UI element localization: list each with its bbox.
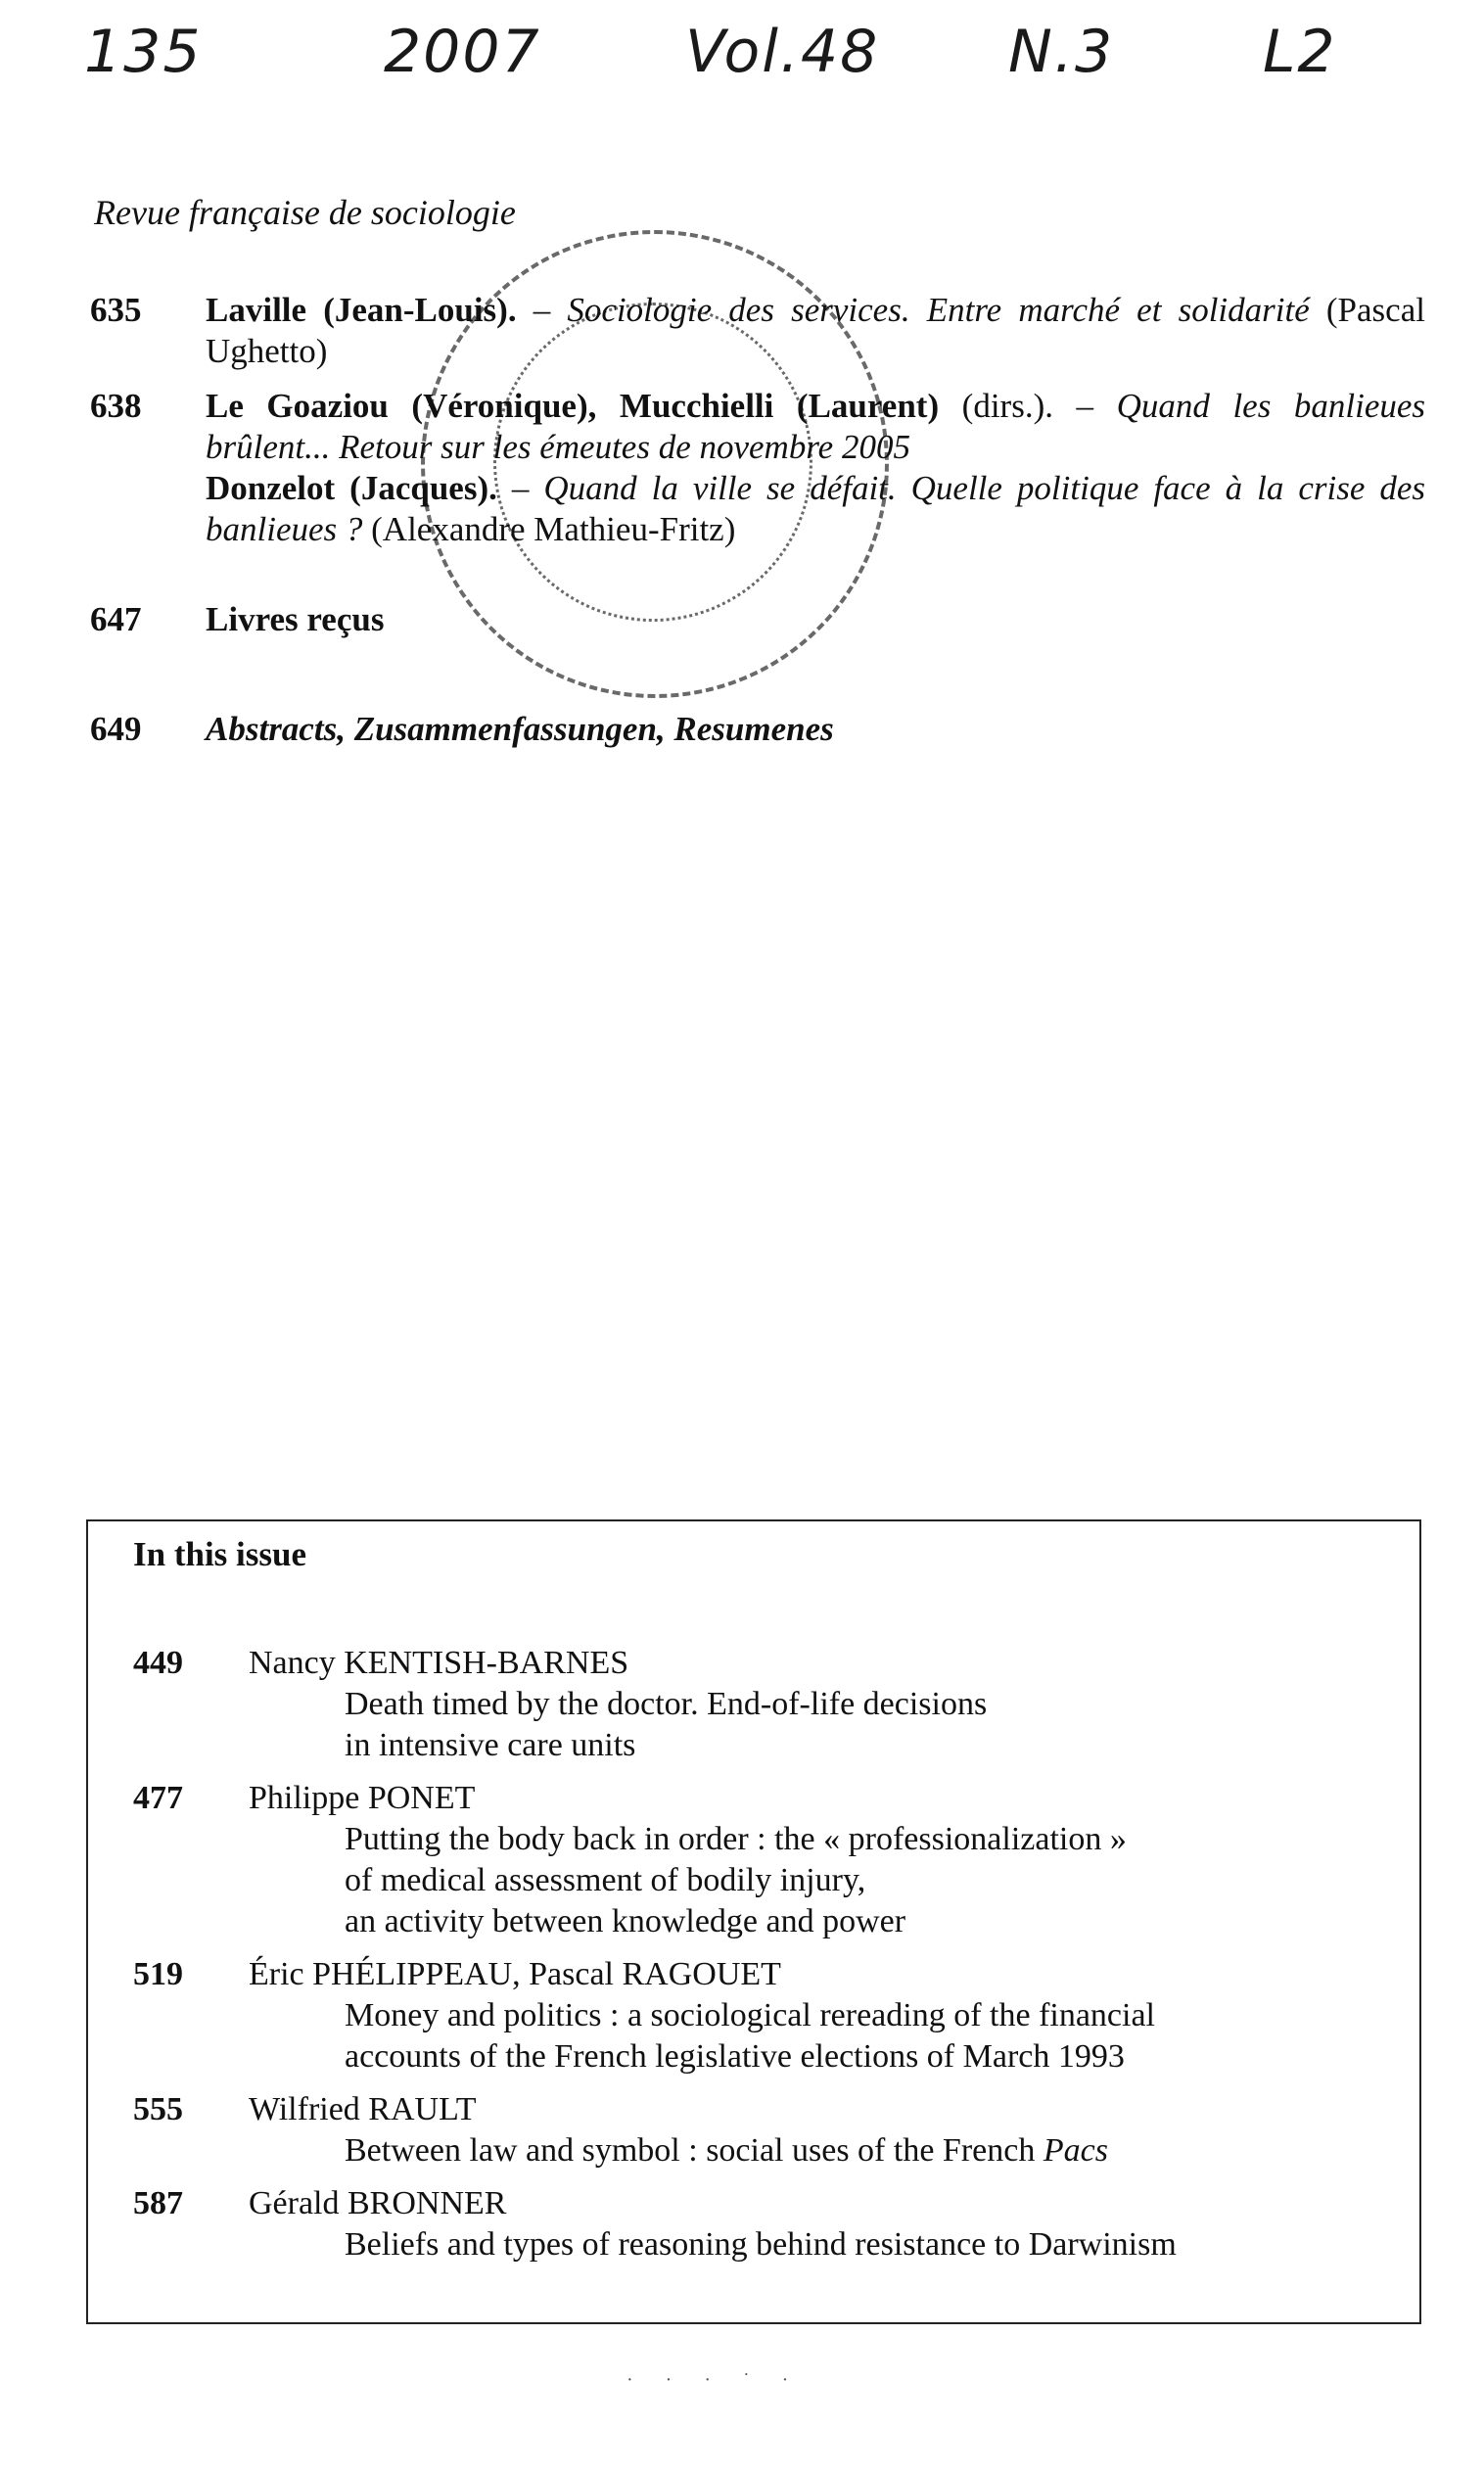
handwritten-issue: N.3 [1008, 18, 1115, 86]
scan-specks: · · · ˙ · [626, 2369, 803, 2391]
toc-entry-text [206, 468, 1425, 550]
issue-item [133, 2089, 1108, 2171]
handwritten-year: 2007 [384, 18, 541, 86]
issue-title-line: Death timed by the doctor. End-of-life decisions [345, 1686, 988, 1722]
toc-book-title: Sociologie des services. Entre marché et solidarité [567, 291, 1310, 329]
toc-reviewer: (Alexandre Mathieu-Fritz) [362, 510, 736, 548]
issue-author: Gérald BRONNER [249, 2185, 507, 2221]
toc-book-title: Quand les banlieues brûlent... Retour sur les émeutes de novembre 2005 [206, 387, 1426, 466]
issue-page-number: 477 [133, 1780, 183, 1816]
issue-author: Nancy KENTISH-BARNES [249, 1645, 629, 1681]
toc-author: Donzelot (Jacques). [206, 469, 497, 507]
issue-item [133, 1778, 1127, 1942]
toc-book-title: Quand la ville se défait. Quelle politique face à la crise des banlieues ? [206, 469, 1425, 548]
issue-author: Éric PHÉLIPPEAU, Pascal RAGOUET [249, 1956, 781, 1992]
in-this-issue-box [86, 1519, 1421, 2324]
issue-title-line: an activity between knowledge and power [345, 1903, 906, 1939]
toc-entry-text [206, 709, 1425, 750]
issue-page-number: 587 [133, 2185, 183, 2221]
issue-page-number: 519 [133, 1956, 183, 1992]
issue-title-line: of medical assessment of bodily injury, [345, 1862, 866, 1898]
issue-title-line: Between law and symbol : social uses of the French Pacs [345, 2132, 1108, 2169]
handwritten-number: 135 [84, 18, 203, 86]
issue-author: Philippe PONET [249, 1780, 476, 1816]
issue-title-line: accounts of the French legislative elections of March 1993 [345, 2038, 1125, 2075]
issue-item [133, 1954, 1155, 2078]
toc-entry-text [206, 599, 1425, 640]
handwritten-shelf: L2 [1263, 18, 1337, 86]
toc-dash: – [516, 291, 568, 329]
toc-entry [90, 386, 1425, 550]
issue-item [133, 1643, 987, 1766]
in-this-issue-heading: In this issue [133, 1535, 307, 1573]
issue-title-line: in intensive care units [345, 1727, 636, 1763]
issue-item [133, 2183, 1177, 2265]
toc-entry [90, 709, 1425, 750]
handwritten-volume: Vol.48 [685, 18, 880, 86]
toc-page-number: 635 [90, 291, 142, 329]
toc-section-title: Abstracts, Zusammenfassungen, Resumenes [206, 710, 834, 748]
issue-page-number: 555 [133, 2091, 183, 2127]
toc-entry-text [206, 386, 1425, 468]
toc-entry [90, 290, 1425, 372]
toc-entry [90, 599, 1425, 640]
toc-editors: (dirs.). – [939, 387, 1117, 425]
issue-title-line: Putting the body back in order : the « professionalization » [345, 1821, 1127, 1857]
toc-author: Le Goaziou (Véronique), Mucchielli (Laurent) [206, 387, 940, 425]
toc-page-number: 647 [90, 600, 142, 638]
toc-page-number: 638 [90, 387, 142, 425]
toc-entry-text [206, 290, 1425, 372]
toc-section-title: Livres reçus [206, 600, 385, 638]
toc-reviewer: (Pascal Ughetto) [206, 291, 1425, 370]
issue-author: Wilfried RAULT [249, 2091, 477, 2127]
toc-page-number: 649 [90, 710, 142, 748]
issue-page-number: 449 [133, 1645, 183, 1681]
issue-title-line: Beliefs and types of reasoning behind resistance to Darwinism [345, 2226, 1177, 2263]
pacs-term: Pacs [1043, 2132, 1108, 2169]
issue-title-line: Money and politics : a sociological rereading of the financial [345, 1997, 1156, 2033]
journal-title: Revue française de sociologie [94, 193, 516, 232]
toc-author: Laville (Jean-Louis). [206, 291, 517, 329]
toc-dash: – [496, 469, 544, 507]
